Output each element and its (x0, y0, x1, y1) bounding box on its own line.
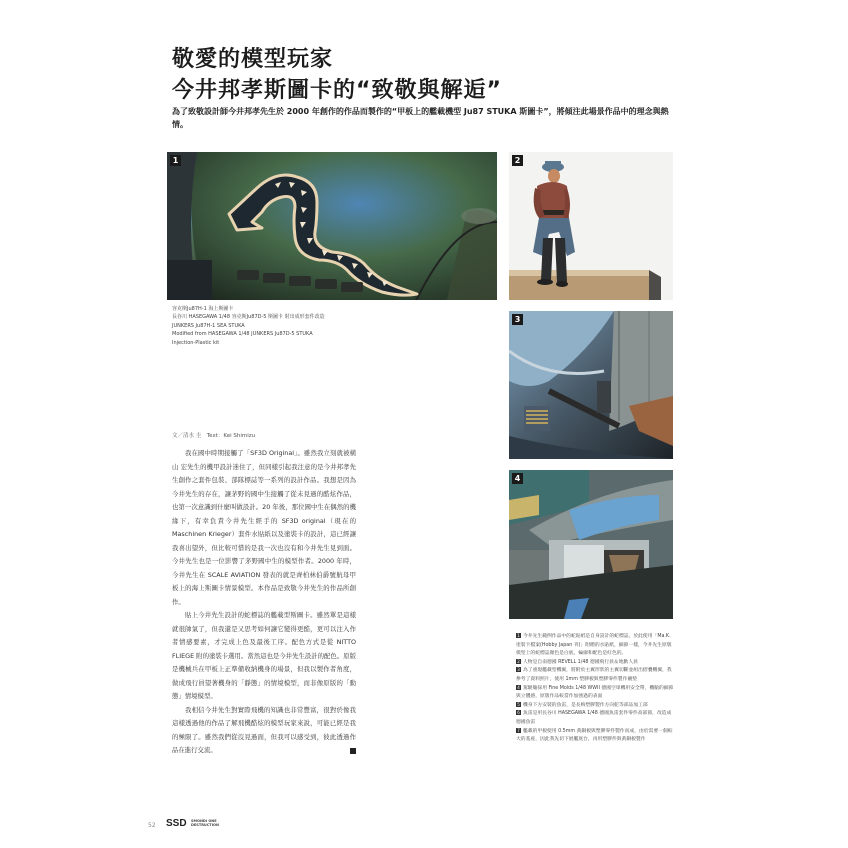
photo-notes (516, 633, 676, 745)
note-text: 為了重現艦載型機翼，將附於主翼形狀的主翼切斷並組出摺疊機翼，我參考了資料照片，使用 1mm 塑膠板與塑膠零件製作襯墊 (516, 668, 672, 682)
body-paragraph: 我在國中時期接觸了「SF3D Original」。雖然我立刻就被橫山 宏先生的機甲設計迷住了，但同樣引起我注意的是今井邦孝先生創作之套件包裝、部隊標誌等一系列的設計作品。我想是因為今井先生的存在，讓茅野的國中生接觸了從未見過的酷炫作品，也第一次意識到什麼叫做設計。20 年後，那位國中生在偶然的機緣下，有幸負責今井先生經手的 SF3D original（現在的 Maschinen Krieger）套件水貼紙以及塗裝卡的設計，這已經讓我喜出望外，但比較可惜的是我一次也沒有和今井先生見到面。今井先生也是一位影響了茅野國中生的模型作者。2000 年時，今井先生在 SCALE AVIATION 發表的就是齊柏林伯爵號航母甲板上的海上斯圖卡情景模型。本作品是致敬今井先生的作品所創作。 (172, 449, 356, 606)
body-paragraph: 貼上今井先生設計的蛇標誌的艦載型斯圖卡。雖然單是這樣就很帥氣了，但我還是又思考如何讓它變得更酷，更可以注入作者情感要素，才完成上色及最後工序。配色方式是從 NITTO FLIEGE 附的塗裝卡選用。當然這也是今井先生設計的配色。原版是機械兵在甲板上正準備收納機身的場景，但我以製作者角度，做成飛行員望著機身的「靜態」的情境模型，而非像原版的「動態」情境模型。 (172, 611, 356, 700)
note-number-badge: 6 (517, 710, 520, 716)
pilot-figure-image (509, 152, 673, 300)
author-credit: 文／清水 圭 Text：Kei Shimizu (172, 433, 256, 439)
note-text: 人物是自南德國 REVELL 1/48 德國飛行員＆地勤人員 (523, 659, 638, 665)
note-item (516, 685, 676, 702)
note-text: 今井先生範例作品中的蛇貼紙是自身設計的蛇標誌，於此使用「Ma.K. 塗裝卡檔案(Hobby Japan 刊)」附贈的水貼紙，細節一樣，今井先生原版模型上的蛇標誌顏色是白底，輪廓和配色是紅色的。 (516, 634, 672, 657)
note-number-badge: 1 (517, 633, 520, 638)
end-mark-icon (350, 748, 356, 754)
photo-2 (509, 152, 673, 300)
note-item (516, 702, 676, 711)
caption-line: 容克斯Ju87H-1 海上斯圖卡 (172, 306, 234, 312)
note-number-badge: 7 (517, 727, 520, 733)
note-text: 艦載的甲板使用 0.5mm 黃銅板與塑膠零件製作而成，由於需要一個較大的基座，因此我先切下展艦底台，再用塑膠件與黃銅板製作 (516, 728, 673, 743)
engine-cowling-image (509, 470, 673, 619)
title-line-2: 今井邦孝斯圖卡的“致敬與解逅” (172, 78, 502, 103)
photo-caption (172, 305, 372, 347)
body-paragraph (172, 704, 356, 758)
magazine-logo: SSD (166, 818, 187, 829)
photo-number-badge: 2 (512, 155, 523, 166)
body-paragraph-text: 我相信今井先生對實際飛機的知識也非常豐富，很對於像我這樣透過他的作品了解飛機酷炫的模型玩家來說，可能已經是我的極限了。雖然我們從沒見過面，但我可以感受到，彼此透過作品在進行交流。 (172, 705, 356, 754)
note-item (516, 659, 676, 668)
note-number-badge: 5 (517, 701, 520, 707)
note-item (516, 728, 676, 745)
title-line-1: 敬愛的模型玩家 (172, 47, 334, 72)
note-text: 魚雷是用長谷川 HASEGAWA 1/48 德國魚雷套件零件高部節，改造成德國魚雷 (516, 711, 672, 725)
fuselage-snake-image (167, 152, 497, 300)
note-number-badge: 2 (517, 658, 520, 664)
photo-4 (509, 470, 673, 619)
photo-number-badge: 1 (170, 155, 181, 166)
caption-line: JUNKERS Ju87H-1 SEA STUKA (172, 322, 245, 329)
article-body (172, 447, 356, 758)
caption-line: Injection-Plastic kit (172, 339, 220, 346)
note-item (516, 633, 676, 659)
caption-line: Modified from HASEGAWA 1/48 JUNKERS Ju87D-5 STUKA (172, 331, 313, 338)
magazine-logo-subtitle (191, 819, 219, 827)
note-number-badge: 3 (517, 667, 520, 673)
note-text: 機身下方安裝的魚雷，是長梅塑膠製作方向舵等部品加工部 (523, 702, 648, 708)
photo-3 (509, 311, 673, 459)
article-title (172, 44, 502, 106)
lead-paragraph: 為了致敬設計師今井邦孝先生於 2000 年創作的作品而製作的“甲板上的艦載機型 Ju87 STUKA 斯圖卡”，將傾注此場景作品中的理念與熱情。 (172, 107, 669, 129)
logo-sub-line: DESTRUCTION (191, 823, 219, 827)
photo-number-badge: 4 (512, 473, 523, 484)
logo-sub-line: SMONDI ONE (191, 819, 217, 823)
caption-line: 長谷川 HASEGAWA 1/48 容克斯Ju87D-5 斯圖卡 射出成形套件改造 (172, 314, 325, 321)
note-item (516, 710, 676, 727)
page-number: 52 (148, 822, 156, 829)
note-number-badge: 4 (517, 684, 520, 690)
photo-1 (167, 152, 497, 300)
note-item (516, 667, 676, 684)
photo-number-badge: 3 (512, 314, 523, 325)
note-text: 駕駛艙採用 Fine Molds 1/48 WWII 德國空軍機用安全帶，機艙的細節與立體感，原版作品較當作加強過的表面 (516, 685, 674, 700)
landing-gear-image (509, 311, 673, 459)
